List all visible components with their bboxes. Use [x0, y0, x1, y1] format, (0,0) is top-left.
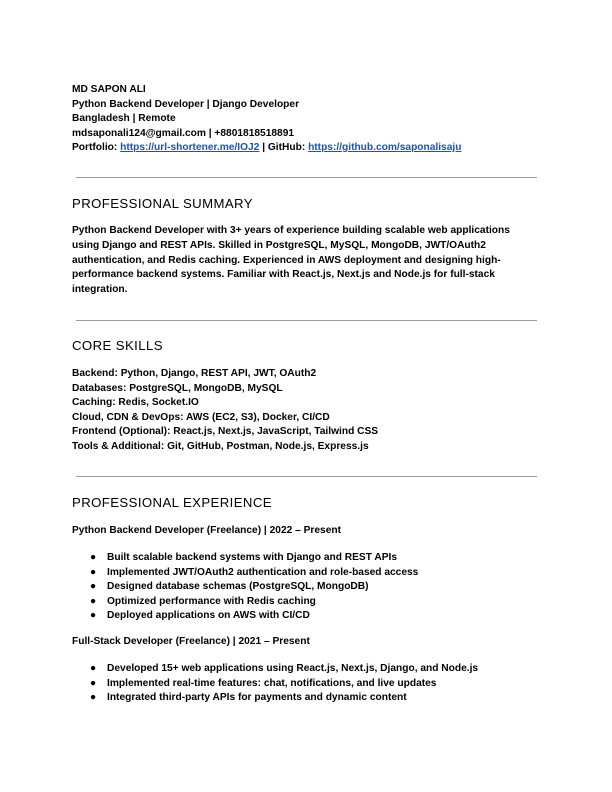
portfolio-label: Portfolio: — [72, 142, 121, 153]
divider-3 — [76, 476, 537, 477]
skill-value: Python, Django, REST API, JWT, OAuth2 — [117, 368, 317, 379]
list-item-text: Developed 15+ web applications using React.js, Next.js, Django, and Node.js — [107, 663, 479, 674]
bullet-icon: ● — [90, 552, 97, 563]
candidate-contact: mdsaponali124@gmail.com | +8801818518891 — [72, 127, 295, 139]
list-item — [72, 551, 542, 566]
bullet-icon: ● — [90, 692, 97, 704]
list-item-text: Built scalable backend systems with Django and REST APIs — [107, 552, 398, 563]
skill-row — [72, 396, 542, 411]
divider-1 — [76, 177, 537, 178]
links-line — [72, 141, 542, 156]
job-title-2: Full-Stack Developer (Freelance) | 2021 – Present — [72, 636, 310, 647]
skill-label: Caching: — [72, 397, 116, 409]
bullet-icon: ● — [90, 566, 97, 578]
list-item — [72, 580, 542, 595]
skill-value: PostgreSQL, MongoDB, MySQL — [126, 382, 283, 394]
list-item-text: Deployed applications on AWS with CI/CD — [107, 610, 310, 622]
list-item — [72, 677, 542, 692]
list-item — [72, 691, 542, 706]
job-title-1: Python Backend Developer (Freelance) | 2022 – Present — [72, 525, 341, 536]
list-item-text: Integrated third-party APIs for payments and dynamic content — [107, 692, 407, 704]
divider-2 — [76, 320, 537, 321]
bullet-icon: ● — [90, 595, 97, 607]
skills-list — [72, 367, 542, 455]
portfolio-link[interactable]: https://url-shortener.me/IOJ2 — [120, 142, 260, 153]
skill-label: Cloud, CDN & DevOps: — [72, 411, 184, 423]
skill-value: Redis, Socket.IO — [115, 397, 199, 409]
skill-value: AWS (EC2, S3), Docker, CI/CD — [183, 411, 330, 423]
list-item-text: Implemented JWT/OAuth2 authentication and role-based access — [107, 566, 419, 578]
bullet-icon: ● — [90, 581, 97, 593]
bullet-icon: ● — [90, 610, 97, 622]
skills-heading: CORE SKILLS — [72, 338, 163, 353]
list-item-text: Optimized performance with Redis caching — [107, 595, 316, 607]
candidate-location: Bangladesh | Remote — [72, 113, 176, 124]
candidate-name: MD SAPON ALI — [72, 84, 146, 95]
job-1-points — [72, 551, 542, 624]
job-2-points — [72, 662, 542, 706]
skill-value: Git, GitHub, Postman, Node.js, Express.js — [164, 440, 369, 452]
github-label: | GitHub: — [259, 142, 309, 153]
summary-text: Python Backend Developer with 3+ years of experience building scalable web applications using Django and REST APIs. Skilled in PostgreSQL, MySQL, MongoDB, JWT/OAuth2 authentication, and Redis caching. Experienced in AWS deployment and designing high-performance backend systems. Familiar with React.js, Next.js and Node.js for full-stack integration. — [72, 225, 510, 296]
skill-row — [72, 440, 542, 455]
list-item — [72, 595, 542, 610]
github-link[interactable]: https://github.com/saponalisaju — [308, 142, 462, 153]
skill-value: React.js, Next.js, JavaScript, Tailwind CSS — [170, 426, 379, 438]
list-item-text: Designed database schemas (PostgreSQL, MongoDB) — [107, 581, 369, 593]
list-item-text: Implemented real-time features: chat, notifications, and live updates — [107, 677, 437, 689]
summary-heading: PROFESSIONAL SUMMARY — [72, 196, 253, 211]
skill-label: Frontend (Optional): — [72, 426, 171, 438]
skill-row — [72, 411, 542, 426]
skill-row — [72, 425, 542, 440]
skill-row — [72, 367, 542, 382]
experience-heading: PROFESSIONAL EXPERIENCE — [72, 495, 272, 510]
list-item — [72, 609, 542, 624]
contact-header — [72, 83, 542, 156]
skill-row — [72, 382, 542, 397]
skill-label: Databases: — [72, 382, 127, 394]
bullet-icon: ● — [90, 677, 97, 689]
skill-label: Backend: — [72, 368, 118, 379]
bullet-icon: ● — [90, 663, 97, 674]
list-item — [72, 662, 542, 677]
candidate-role: Python Backend Developer | Django Developer — [72, 98, 300, 110]
list-item — [72, 566, 542, 581]
skill-label: Tools & Additional: — [72, 440, 165, 452]
